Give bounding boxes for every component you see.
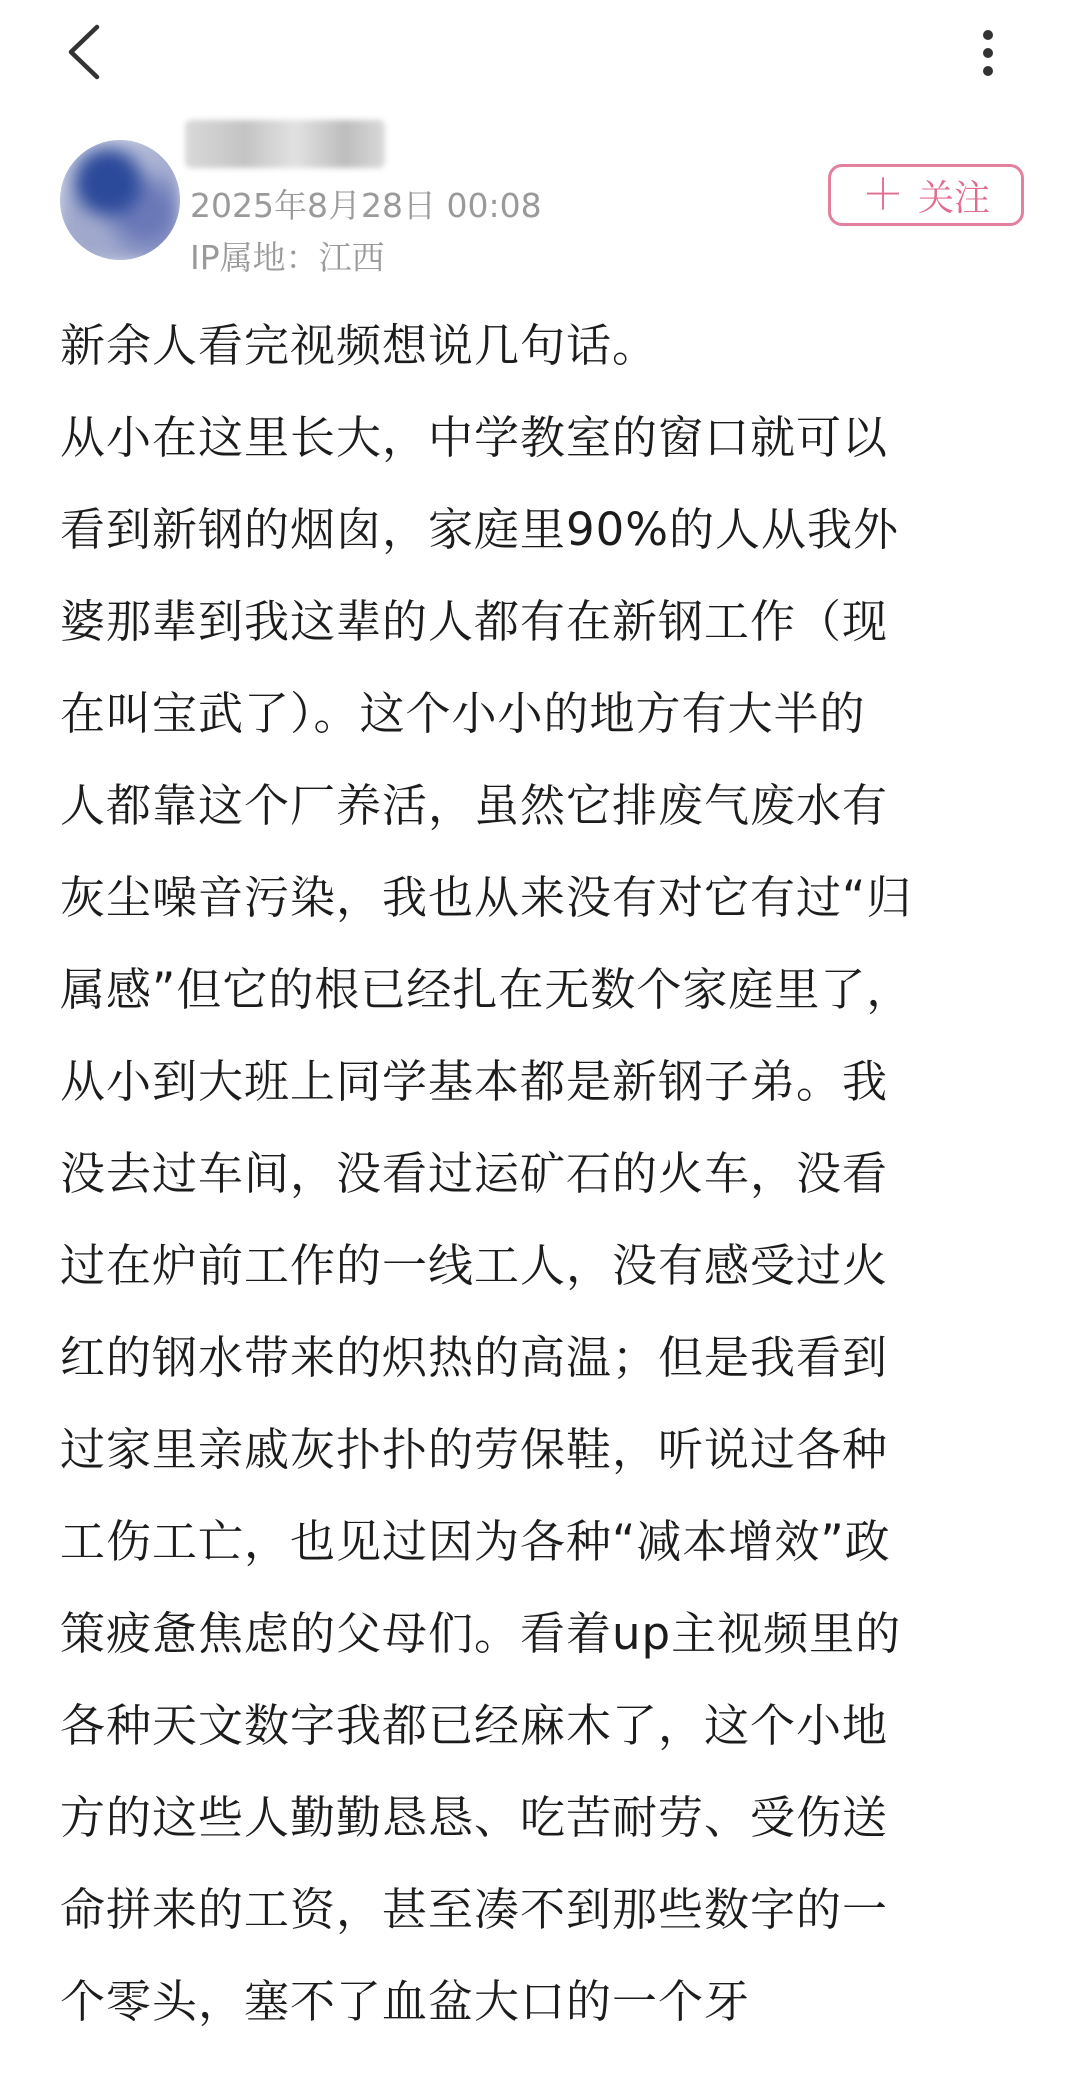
- post-line: 人都靠这个厂养活，虽然它排废气废水有: [60, 779, 889, 832]
- post-line: 策疲惫焦虑的父母们。看着up主视频里的: [60, 1607, 902, 1660]
- avatar[interactable]: [60, 140, 180, 260]
- top-bar: [0, 0, 1080, 110]
- post-line: 看到新钢的烟囱，家庭里90%的人从我外: [60, 503, 900, 556]
- post-timestamp: 2025年8月28日 00:08: [190, 186, 542, 225]
- follow-label: 关注: [918, 177, 991, 219]
- post-line: 方的这些人勤勤恳恳、吃苦耐劳、受伤送: [60, 1791, 889, 1844]
- post-line: 灰尘噪音污染，我也从来没有对它有过“归: [60, 871, 913, 924]
- post-line: 属感”但它的根已经扎在无数个家庭里了，: [60, 963, 913, 1016]
- username-blurred[interactable]: [185, 120, 385, 168]
- post-line: 从小在这里长大，中学教室的窗口就可以: [60, 411, 889, 464]
- follow-button[interactable]: [828, 164, 1024, 226]
- post-line: 没去过车间，没看过运矿石的火车，没看: [60, 1147, 889, 1200]
- post-line: 各种天文数字我都已经麻木了，这个小地: [60, 1699, 889, 1752]
- post-line: 个零头，塞不了血盆大口的一个牙: [60, 1975, 751, 2028]
- author-header: [0, 120, 1080, 280]
- avatar-image: [60, 140, 180, 260]
- post-line: 工伤工亡，也见过因为各种“减本增效”政: [60, 1515, 891, 1568]
- post-line: 从小到大班上同学基本都是新钢子弟。我: [60, 1055, 889, 1108]
- post-line: 过家里亲戚灰扑扑的劳保鞋，听说过各种: [60, 1423, 889, 1476]
- post-line: 婆那辈到我这辈的人都有在新钢工作（现: [60, 595, 889, 648]
- post-line: 过在炉前工作的一线工人，没有感受过火: [60, 1239, 889, 1292]
- more-options-button[interactable]: [958, 18, 1018, 88]
- chevron-left-icon: [63, 23, 103, 81]
- post-line: 命拼来的工资，甚至凑不到那些数字的一: [60, 1883, 889, 1936]
- ip-location: IP属地：江西: [190, 238, 385, 277]
- plus-icon: ＋: [861, 170, 904, 219]
- back-button[interactable]: [48, 12, 118, 92]
- post-content: [60, 300, 1020, 2048]
- post-line: 在叫宝武了）。这个小小的地方有大半的: [60, 687, 866, 740]
- vertical-ellipsis-icon: [981, 29, 995, 77]
- post-line: 红的钢水带来的炽热的高温；但是我看到: [60, 1331, 889, 1384]
- post-line: 新余人看完视频想说几句话。: [60, 319, 659, 372]
